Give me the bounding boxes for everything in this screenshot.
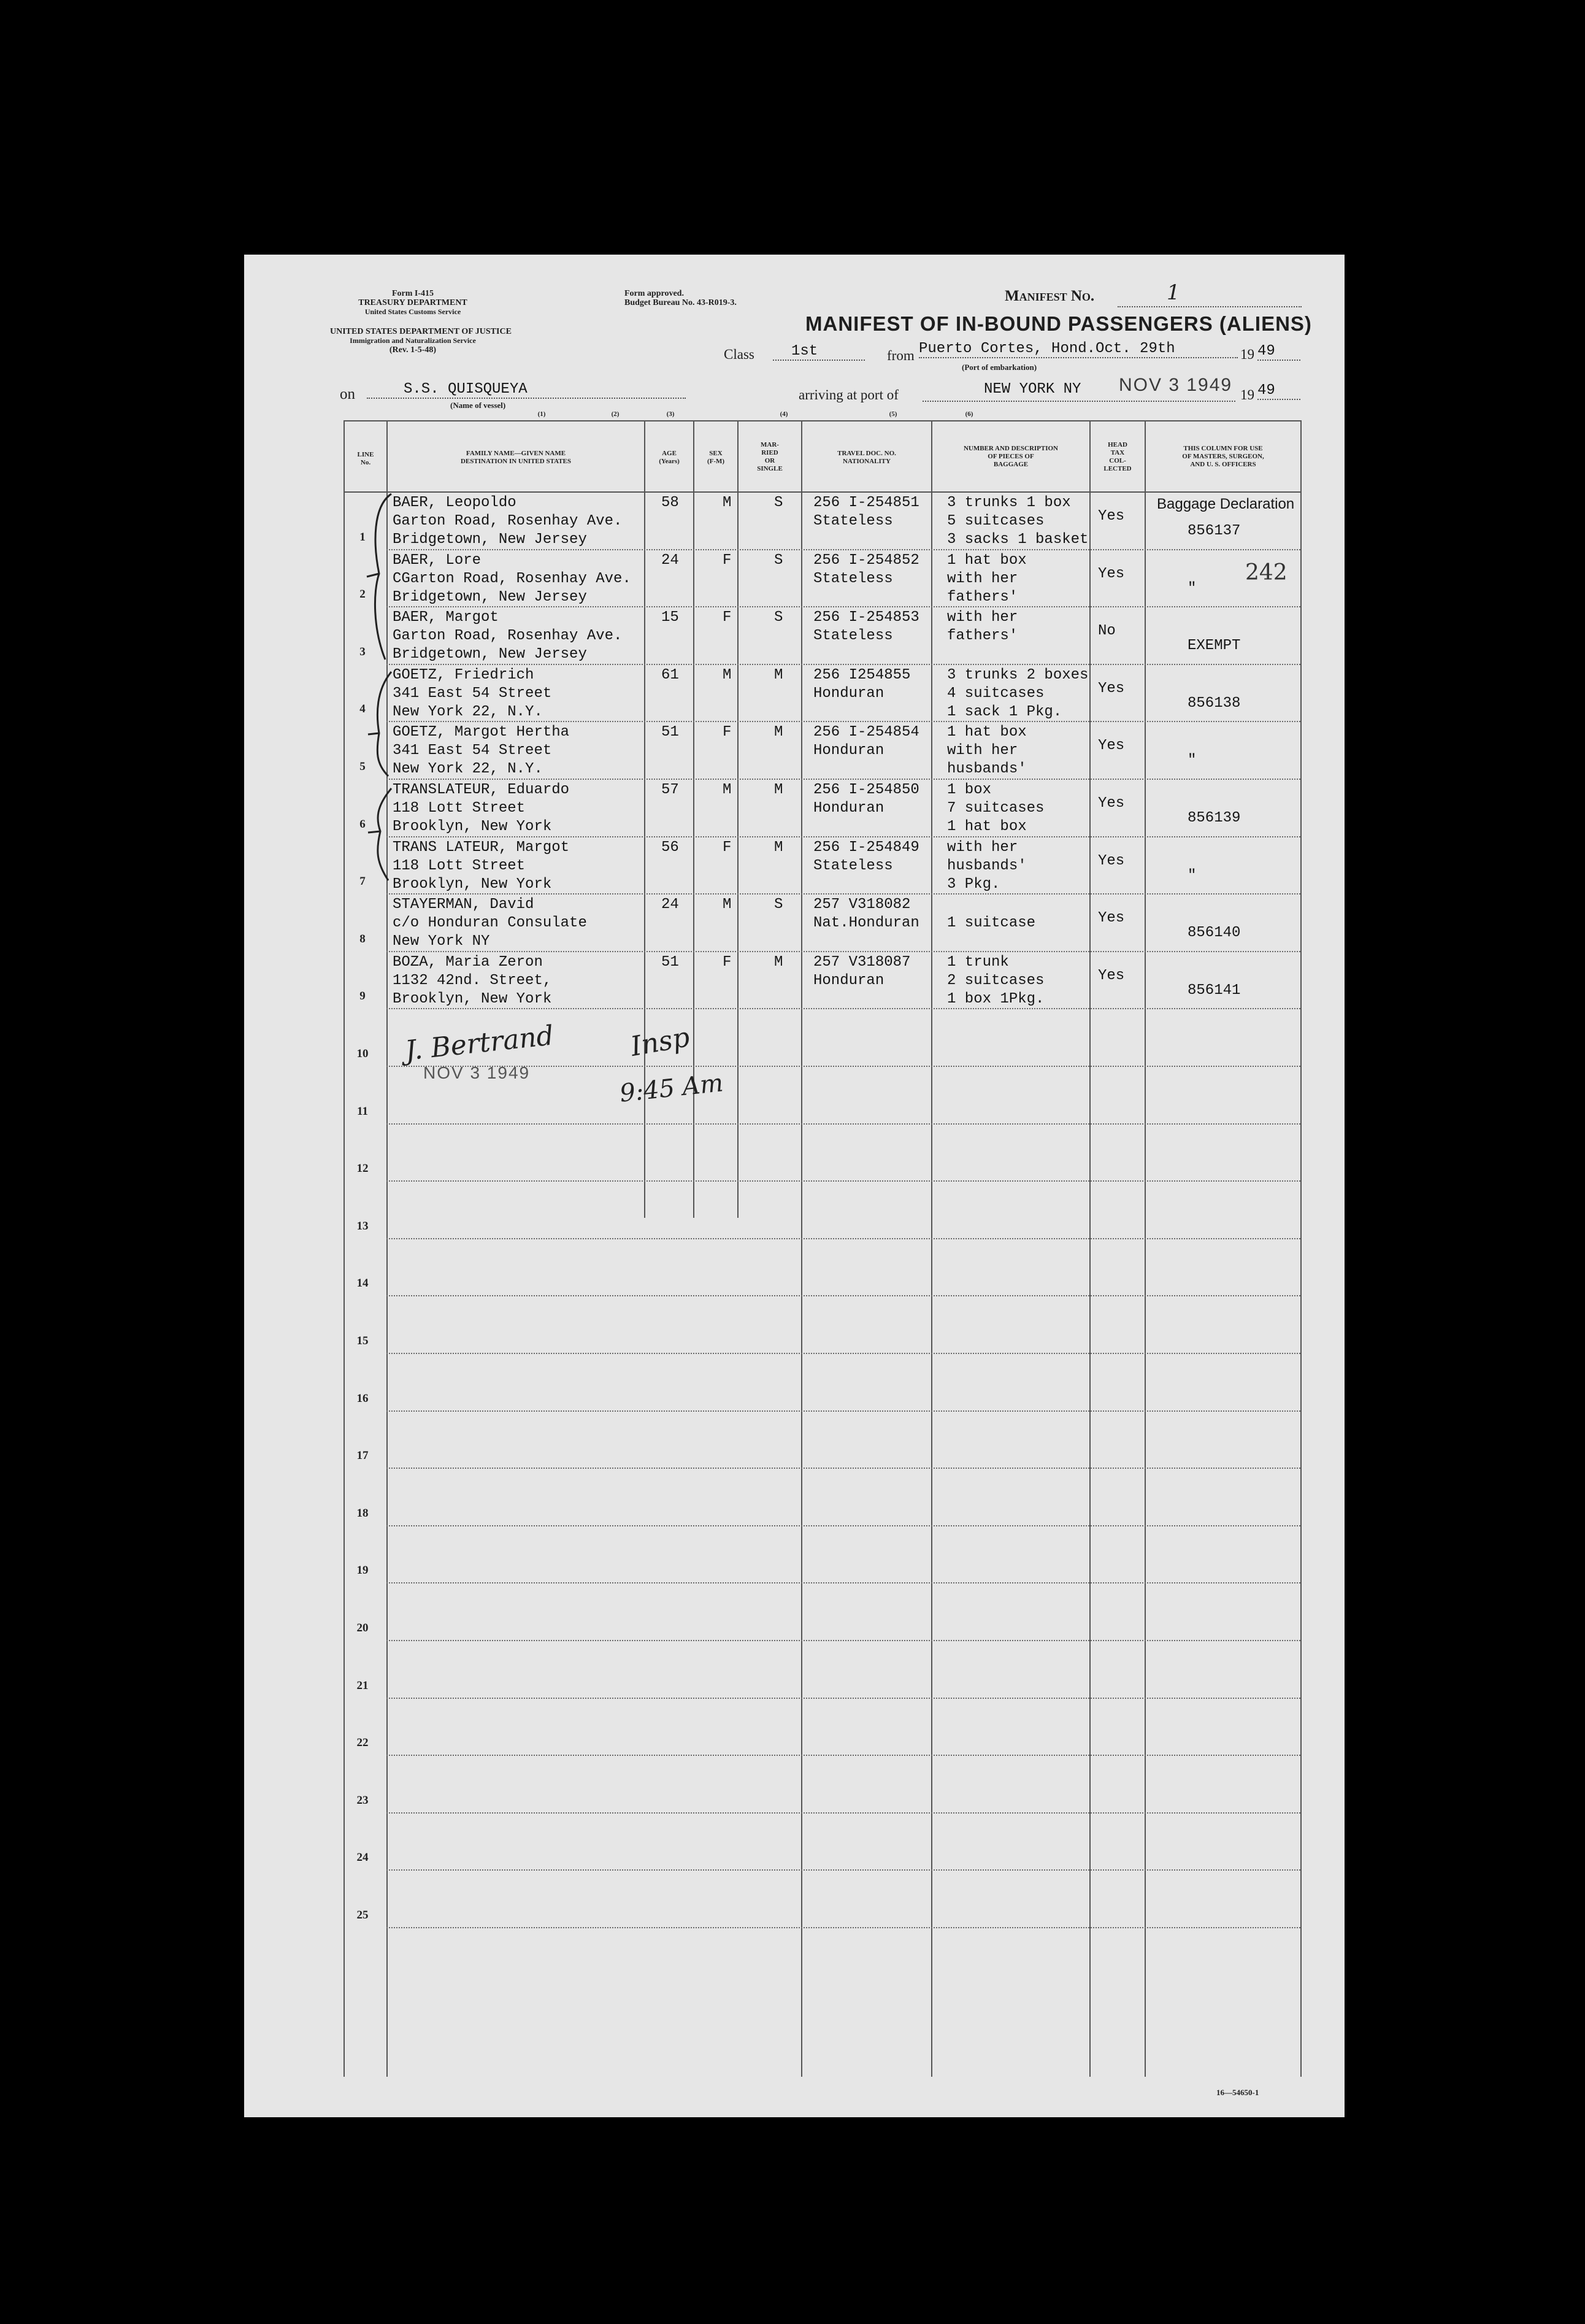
col-number-3: (3) — [666, 410, 675, 418]
signature-date-stamp: NOV 3 1949 — [423, 1063, 531, 1082]
passenger-head-tax-tax: Yes — [1098, 910, 1125, 926]
passenger-age — [661, 839, 679, 857]
col-number-1: (1) — [537, 410, 546, 418]
passenger-baggage — [947, 953, 1044, 1009]
line-number: 22 — [356, 1736, 369, 1749]
line-number: 12 — [356, 1162, 369, 1175]
passenger-officer-note — [1188, 637, 1240, 655]
line-number: 8 — [359, 933, 366, 945]
passenger-name-address-addr1: Garton Road, Rosenhay Ave. — [393, 513, 623, 529]
passenger-baggage-bag2: 1 suitcase — [947, 915, 1036, 931]
table-left-border — [343, 420, 345, 2077]
passenger-sex — [723, 723, 731, 742]
col-divider — [1089, 420, 1091, 2077]
passenger-baggage-bag3: husbands' — [947, 761, 1027, 777]
passenger-sex-sex: F — [723, 839, 732, 856]
passenger-head-tax-tax: Yes — [1098, 566, 1125, 582]
passenger-name-address — [393, 552, 631, 607]
passenger-baggage-bag3 — [947, 645, 1018, 664]
passenger-travel-doc-doc: 256 I-254850 — [813, 782, 919, 798]
passenger-sex-sex: F — [723, 609, 732, 626]
col-divider — [737, 420, 739, 1218]
passenger-baggage-bag2: 5 suitcases — [947, 513, 1045, 529]
passenger-baggage-bag1: 1 trunk — [947, 954, 1009, 971]
line-number: 15 — [356, 1334, 369, 1347]
from-field: Puerto Cortes, Hond.Oct. 29th — [919, 341, 1238, 358]
passenger-age — [661, 494, 679, 512]
passenger-name-address-addr2: Brooklyn, New York — [393, 991, 552, 1007]
passenger-baggage — [947, 666, 1088, 721]
from-label: from — [887, 348, 915, 363]
passenger-age — [661, 609, 679, 627]
manifest-no-value: 1 — [1167, 280, 1180, 305]
passenger-officer-note-off: EXEMPT — [1188, 637, 1241, 654]
passenger-travel-doc — [813, 666, 910, 703]
col-header-sex: SEX (F-M) — [707, 450, 725, 465]
passenger-head-tax-tax: No — [1098, 623, 1116, 639]
passenger-name-address — [393, 666, 551, 721]
passenger-marital-married: S — [774, 552, 783, 569]
col-number-4: (4) — [780, 410, 788, 418]
passenger-baggage-bag1: 1 hat box — [947, 724, 1027, 741]
passenger-marital-married: M — [774, 667, 783, 683]
passenger-baggage-bag1 — [947, 896, 1035, 914]
justice-dept: UNITED STATES DEPARTMENT OF JUSTICE — [330, 327, 512, 336]
passenger-name-address — [393, 494, 622, 549]
line-number: 16 — [356, 1392, 369, 1405]
passenger-baggage-bag3: 1 box 1Pkg. — [947, 991, 1045, 1007]
passenger-baggage-bag2: 7 suitcases — [947, 800, 1045, 817]
row-separator — [386, 1295, 1300, 1296]
passenger-name-address — [393, 781, 569, 836]
passenger-officer-note-off: 856141 — [1188, 982, 1241, 999]
passenger-travel-doc-doc: 256 I-254851 — [813, 494, 919, 511]
budget-bureau: Budget Bureau No. 43-R019-3. — [624, 298, 737, 307]
passenger-head-tax — [1098, 967, 1124, 985]
passenger-baggage — [947, 781, 1044, 836]
row-separator — [386, 1525, 1300, 1526]
passenger-travel-doc-nat: Stateless — [813, 571, 893, 587]
line-number: 5 — [359, 760, 366, 773]
passenger-age — [661, 896, 679, 914]
passenger-age — [661, 953, 679, 972]
passenger-travel-doc — [813, 953, 910, 990]
passenger-baggage-bag3: fathers' — [947, 589, 1018, 606]
form-revision: (Rev. 1-5-48) — [389, 345, 437, 355]
passenger-sex-sex: M — [723, 896, 732, 913]
passenger-name-address-addr2: Brooklyn, New York — [393, 818, 552, 835]
row-separator — [386, 1468, 1300, 1469]
passenger-baggage-bag3 — [947, 933, 1035, 951]
passenger-name-address-addr2: Bridgetown, New Jersey — [393, 589, 587, 606]
passenger-name-address-name: BAER, Lore — [393, 552, 482, 569]
passenger-name-address-addr2: Brooklyn, New York — [393, 876, 552, 893]
inspector-initials: Insp — [628, 1022, 693, 1063]
row-separator — [386, 779, 1300, 780]
passenger-travel-doc-doc: 256 I-254852 — [813, 552, 919, 569]
arrival-port: NEW YORK NY — [984, 381, 1081, 398]
row-separator — [386, 549, 1300, 550]
line-number: 24 — [356, 1851, 369, 1864]
passenger-age-age: 51 — [661, 954, 679, 971]
line-number: 4 — [359, 702, 366, 715]
approval-block — [624, 289, 772, 307]
passenger-officer-note — [1188, 695, 1240, 713]
passenger-sex — [723, 609, 731, 627]
passenger-baggage-bag1: 3 trunks 1 box — [947, 494, 1071, 511]
line-number: 3 — [359, 645, 366, 658]
passenger-baggage — [947, 609, 1018, 664]
passenger-name-address-name: GOETZ, Margot Hertha — [393, 724, 570, 741]
passenger-head-tax — [1098, 852, 1124, 871]
passenger-head-tax-tax: Yes — [1098, 968, 1125, 984]
vessel-field: S.S. QUISQUEYA — [367, 381, 686, 399]
passenger-name-address-addr2: New York 22, N.Y. — [393, 704, 543, 720]
passenger-marital — [774, 781, 783, 799]
passenger-baggage-bag3: 3 Pkg. — [947, 876, 1000, 893]
passenger-marital — [774, 494, 783, 512]
passenger-marital — [774, 839, 783, 857]
passenger-marital-married: M — [774, 724, 783, 741]
passenger-sex — [723, 953, 731, 972]
year1-field: 49 — [1257, 343, 1300, 361]
passenger-head-tax-tax: Yes — [1098, 795, 1125, 812]
passenger-age — [661, 781, 679, 799]
passenger-head-tax-tax: Yes — [1098, 853, 1125, 869]
passenger-travel-doc-nat: Stateless — [813, 513, 893, 529]
passenger-travel-doc-nat: Stateless — [813, 858, 893, 874]
ins-service: Immigration and Naturalization Service — [350, 336, 476, 345]
passenger-name-address-addr1: Garton Road, Rosenhay Ave. — [393, 628, 623, 644]
passenger-baggage — [947, 494, 1088, 549]
passenger-age-age: 24 — [661, 552, 679, 569]
passenger-marital-married: M — [774, 839, 783, 856]
passenger-name-address-name: BAER, Margot — [393, 609, 499, 626]
passenger-name-address-name: TRANS LATEUR, Margot — [393, 839, 570, 856]
col-divider — [1145, 420, 1146, 2077]
passenger-travel-doc-nat: Honduran — [813, 972, 885, 989]
passenger-age — [661, 723, 679, 742]
col-header-married: MAR- RIED OR SINGLE — [757, 441, 783, 472]
passenger-name-address-addr2: Bridgetown, New Jersey — [393, 646, 587, 663]
passenger-name-address-addr1: 341 East 54 Street — [393, 685, 552, 702]
inspection-time: 9:45 Am — [618, 1069, 725, 1108]
passenger-officer-note — [1188, 809, 1240, 828]
col-number-6: (6) — [965, 410, 973, 418]
passenger-baggage-bag1: 1 box — [947, 782, 992, 798]
passenger-officer-note-off: " — [1188, 868, 1197, 884]
passenger-sex — [723, 494, 731, 512]
line-number: 7 — [359, 875, 366, 888]
passenger-travel-doc — [813, 839, 919, 875]
class-field: 1st — [773, 343, 865, 361]
row-separator — [386, 1640, 1300, 1641]
passenger-marital — [774, 953, 783, 972]
year2-prefix: 19 — [1240, 387, 1254, 402]
manifest-title: MANIFEST OF IN-BOUND PASSENGERS (ALIENS) — [805, 312, 1312, 335]
passenger-name-address-addr1: 118 Lott Street — [393, 858, 526, 874]
passenger-travel-doc — [813, 781, 919, 818]
row-separator — [386, 1582, 1300, 1583]
row-separator — [386, 836, 1300, 837]
passenger-name-address-addr1: 341 East 54 Street — [393, 742, 552, 759]
line-number: 9 — [359, 990, 366, 1002]
passenger-head-tax — [1098, 737, 1124, 755]
port-embark-caption: (Port of embarkation) — [962, 363, 1037, 372]
passenger-marital — [774, 666, 783, 685]
manifest-no-label: Manifest No. — [1005, 288, 1095, 304]
year1-prefix: 19 — [1240, 347, 1254, 362]
passenger-officer-note — [1188, 752, 1196, 770]
row-separator — [386, 951, 1300, 952]
passenger-name-address — [393, 723, 569, 779]
margin-number: 242 — [1245, 560, 1288, 585]
col-header-travel-doc: TRAVEL DOC. NO. NATIONALITY — [837, 450, 896, 465]
passenger-name-address-addr1: c/o Honduran Consulate — [393, 915, 587, 931]
col-header-age: AGE (Years) — [659, 450, 680, 465]
table-right-border — [1300, 420, 1302, 2077]
baggage-declaration-label: Baggage Declaration — [1157, 496, 1295, 512]
passenger-travel-doc — [813, 896, 919, 933]
passenger-baggage-bag1: with her — [947, 839, 1018, 856]
col-header-head-tax: HEAD TAX COL- LECTED — [1103, 441, 1132, 472]
passenger-baggage-bag2: with her — [947, 571, 1018, 587]
row-separator — [386, 1410, 1300, 1412]
passenger-sex — [723, 552, 731, 570]
passenger-name-address-addr1: 1132 42nd. Street, — [393, 972, 552, 989]
passenger-sex — [723, 896, 731, 914]
passenger-name-address — [393, 609, 622, 664]
passenger-name-address-name: STAYERMAN, David — [393, 896, 534, 913]
passenger-name-address-name: BAER, Leopoldo — [393, 494, 516, 511]
treasury-dept: TREASURY DEPARTMENT — [358, 298, 467, 307]
passenger-travel-doc-nat: Honduran — [813, 800, 885, 817]
passenger-baggage-bag2: fathers' — [947, 628, 1018, 644]
passenger-marital-married: S — [774, 896, 783, 913]
form-approved: Form approved. — [624, 289, 684, 298]
passenger-marital — [774, 896, 783, 914]
passenger-sex-sex: M — [723, 667, 732, 683]
passenger-age-age: 15 — [661, 609, 679, 626]
form-number: Form I-415 — [391, 289, 434, 298]
col-header-baggage: NUMBER AND DESCRIPTION OF PIECES OF BAGGAGE — [963, 445, 1059, 468]
passenger-travel-doc-doc: 256 I-254854 — [813, 724, 919, 741]
row-separator — [386, 1180, 1300, 1182]
table-header-border — [343, 491, 1300, 493]
passenger-sex-sex: M — [723, 782, 732, 798]
passenger-age-age: 51 — [661, 724, 679, 741]
passenger-officer-note-off: 856137 — [1188, 523, 1241, 539]
line-number: 1 — [359, 531, 366, 544]
passenger-name-address — [393, 839, 569, 894]
row-separator — [386, 1238, 1300, 1239]
passenger-sex-sex: M — [723, 494, 732, 511]
passenger-travel-doc-doc: 256 I254855 — [813, 667, 911, 683]
passenger-age-age: 56 — [661, 839, 679, 856]
passenger-baggage-bag2: 4 suitcases — [947, 685, 1045, 702]
passenger-head-tax — [1098, 507, 1124, 526]
passenger-officer-note — [1188, 522, 1240, 541]
passenger-name-address-addr2: New York NY — [393, 933, 490, 950]
line-number: 13 — [356, 1220, 369, 1233]
passenger-travel-doc-doc: 256 I-254853 — [813, 609, 919, 626]
col-number-5: (5) — [889, 410, 897, 418]
col-number-2: (2) — [611, 410, 620, 418]
passenger-baggage — [947, 896, 1035, 951]
manifest-no-field — [1118, 280, 1302, 307]
passenger-sex-sex: F — [723, 552, 732, 569]
class-label: Class — [724, 347, 754, 362]
passenger-baggage-bag3: 1 hat box — [947, 818, 1027, 835]
passenger-name-address-addr1: 118 Lott Street — [393, 800, 526, 817]
passenger-age — [661, 666, 679, 685]
line-number: 14 — [356, 1277, 369, 1290]
passenger-baggage-bag3: 1 sack 1 Pkg. — [947, 704, 1062, 720]
passenger-age-age: 58 — [661, 494, 679, 511]
passenger-travel-doc — [813, 723, 919, 760]
passenger-travel-doc-doc: 256 I-254849 — [813, 839, 919, 856]
passenger-baggage-bag2: husbands' — [947, 858, 1027, 874]
passenger-head-tax — [1098, 795, 1124, 813]
passenger-officer-note — [1188, 580, 1196, 598]
passenger-baggage — [947, 552, 1027, 607]
line-number: 17 — [356, 1449, 369, 1462]
family-brackets — [361, 488, 397, 1249]
line-number: 21 — [356, 1679, 369, 1692]
passenger-baggage-bag3: 3 sacks 1 basket — [947, 531, 1089, 548]
passenger-head-tax-tax: Yes — [1098, 737, 1125, 754]
line-number: 18 — [356, 1507, 369, 1520]
passenger-travel-doc — [813, 609, 919, 645]
passenger-age-age: 57 — [661, 782, 679, 798]
passenger-baggage — [947, 723, 1027, 779]
passenger-name-address-name: GOETZ, Friedrich — [393, 667, 534, 683]
passenger-baggage — [947, 839, 1027, 894]
passenger-travel-doc-nat: Nat.Honduran — [813, 915, 919, 931]
table-top-border — [343, 420, 1300, 421]
passenger-marital — [774, 552, 783, 570]
passenger-baggage-bag1: 1 hat box — [947, 552, 1027, 569]
arrival-date-stamp: NOV 3 1949 — [1119, 375, 1233, 395]
row-separator — [386, 1123, 1300, 1125]
passenger-name-address-addr1: CGarton Road, Rosenhay Ave. — [393, 571, 631, 587]
year2-field: 49 — [1257, 382, 1300, 400]
passenger-officer-note-off: 856138 — [1188, 695, 1241, 712]
arriving-label: arriving at port of — [799, 387, 899, 402]
passenger-travel-doc — [813, 552, 919, 588]
passenger-travel-doc-doc: 257 V318082 — [813, 896, 911, 913]
col-header-family-name: FAMILY NAME—GIVEN NAME DESTINATION IN UNITED STATES — [460, 450, 572, 465]
customs-service: United States Customs Service — [364, 307, 461, 316]
passenger-sex-sex: F — [723, 724, 732, 741]
passenger-officer-note — [1188, 924, 1240, 942]
col-divider — [801, 420, 802, 2077]
passenger-age-age: 61 — [661, 667, 679, 683]
on-label: on — [340, 386, 355, 402]
row-separator — [386, 1869, 1300, 1871]
row-separator — [386, 1698, 1300, 1699]
justice-block — [330, 327, 512, 355]
passenger-age — [661, 552, 679, 570]
footer-code: 16—54650-1 — [1216, 2088, 1259, 2097]
passenger-head-tax-tax: Yes — [1098, 680, 1125, 697]
passenger-name-address-name: TRANSLATEUR, Eduardo — [393, 782, 570, 798]
line-number: 19 — [356, 1564, 369, 1577]
line-number: 2 — [359, 588, 366, 601]
passenger-name-address — [393, 896, 587, 951]
passenger-travel-doc-nat: Honduran — [813, 685, 885, 702]
row-separator — [386, 1812, 1300, 1814]
vessel-caption: (Name of vessel) — [450, 401, 506, 410]
line-number: 10 — [356, 1047, 369, 1060]
passenger-sex — [723, 781, 731, 799]
passenger-age-age: 24 — [661, 896, 679, 913]
line-number: 11 — [357, 1105, 368, 1118]
row-separator — [386, 1927, 1300, 1928]
passenger-sex — [723, 666, 731, 685]
signature: J. Bertrand — [404, 1020, 556, 1067]
line-number: 6 — [359, 818, 366, 831]
row-separator — [386, 1353, 1300, 1354]
passenger-baggage-bag2: with her — [947, 742, 1018, 759]
passenger-name-address — [393, 953, 551, 1009]
line-number: 25 — [356, 1909, 369, 1922]
passenger-sex — [723, 839, 731, 857]
row-separator — [386, 1755, 1300, 1756]
passenger-travel-doc — [813, 494, 919, 531]
passenger-baggage-bag1: 3 trunks 2 boxes — [947, 667, 1089, 683]
passenger-officer-note-off: " — [1188, 752, 1197, 769]
passenger-officer-note-off: 856140 — [1188, 925, 1241, 941]
passenger-marital-married: S — [774, 609, 783, 626]
passenger-name-address-addr2: Bridgetown, New Jersey — [393, 531, 587, 548]
passenger-name-address-name: BOZA, Maria Zeron — [393, 954, 543, 971]
passenger-head-tax — [1098, 680, 1124, 698]
passenger-marital-married: M — [774, 782, 783, 798]
col-header-officers: THIS COLUMN FOR USE OF MASTERS, SURGEON, AND U. S. OFFICERS — [1182, 445, 1264, 468]
passenger-sex-sex: F — [723, 954, 732, 971]
col-header-line: LINE No. — [357, 451, 374, 466]
passenger-head-tax-tax: Yes — [1098, 508, 1125, 525]
passenger-marital-married: S — [774, 494, 783, 511]
passenger-baggage-bag1: with her — [947, 609, 1018, 626]
passenger-head-tax — [1098, 909, 1124, 928]
passenger-marital — [774, 723, 783, 742]
passenger-officer-note-off: 856139 — [1188, 810, 1241, 826]
passenger-travel-doc-doc: 257 V318087 — [813, 954, 911, 971]
passenger-travel-doc-nat: Stateless — [813, 628, 893, 644]
row-separator — [386, 664, 1300, 665]
passenger-marital — [774, 609, 783, 627]
port-field — [923, 375, 1235, 402]
passenger-officer-note — [1188, 982, 1240, 1000]
manifest-page — [244, 255, 1345, 2117]
passenger-name-address-addr2: New York 22, N.Y. — [393, 761, 543, 777]
passenger-baggage-bag2: 2 suitcases — [947, 972, 1045, 989]
line-number: 23 — [356, 1794, 369, 1807]
passenger-officer-note — [1188, 867, 1196, 885]
passenger-marital-married: M — [774, 954, 783, 971]
passenger-officer-note-off: " — [1188, 580, 1197, 597]
passenger-head-tax — [1098, 565, 1124, 583]
passenger-travel-doc-nat: Honduran — [813, 742, 885, 759]
line-number: 20 — [356, 1622, 369, 1634]
col-divider — [931, 420, 932, 2077]
agency-block — [330, 289, 496, 317]
passenger-head-tax — [1098, 622, 1116, 641]
